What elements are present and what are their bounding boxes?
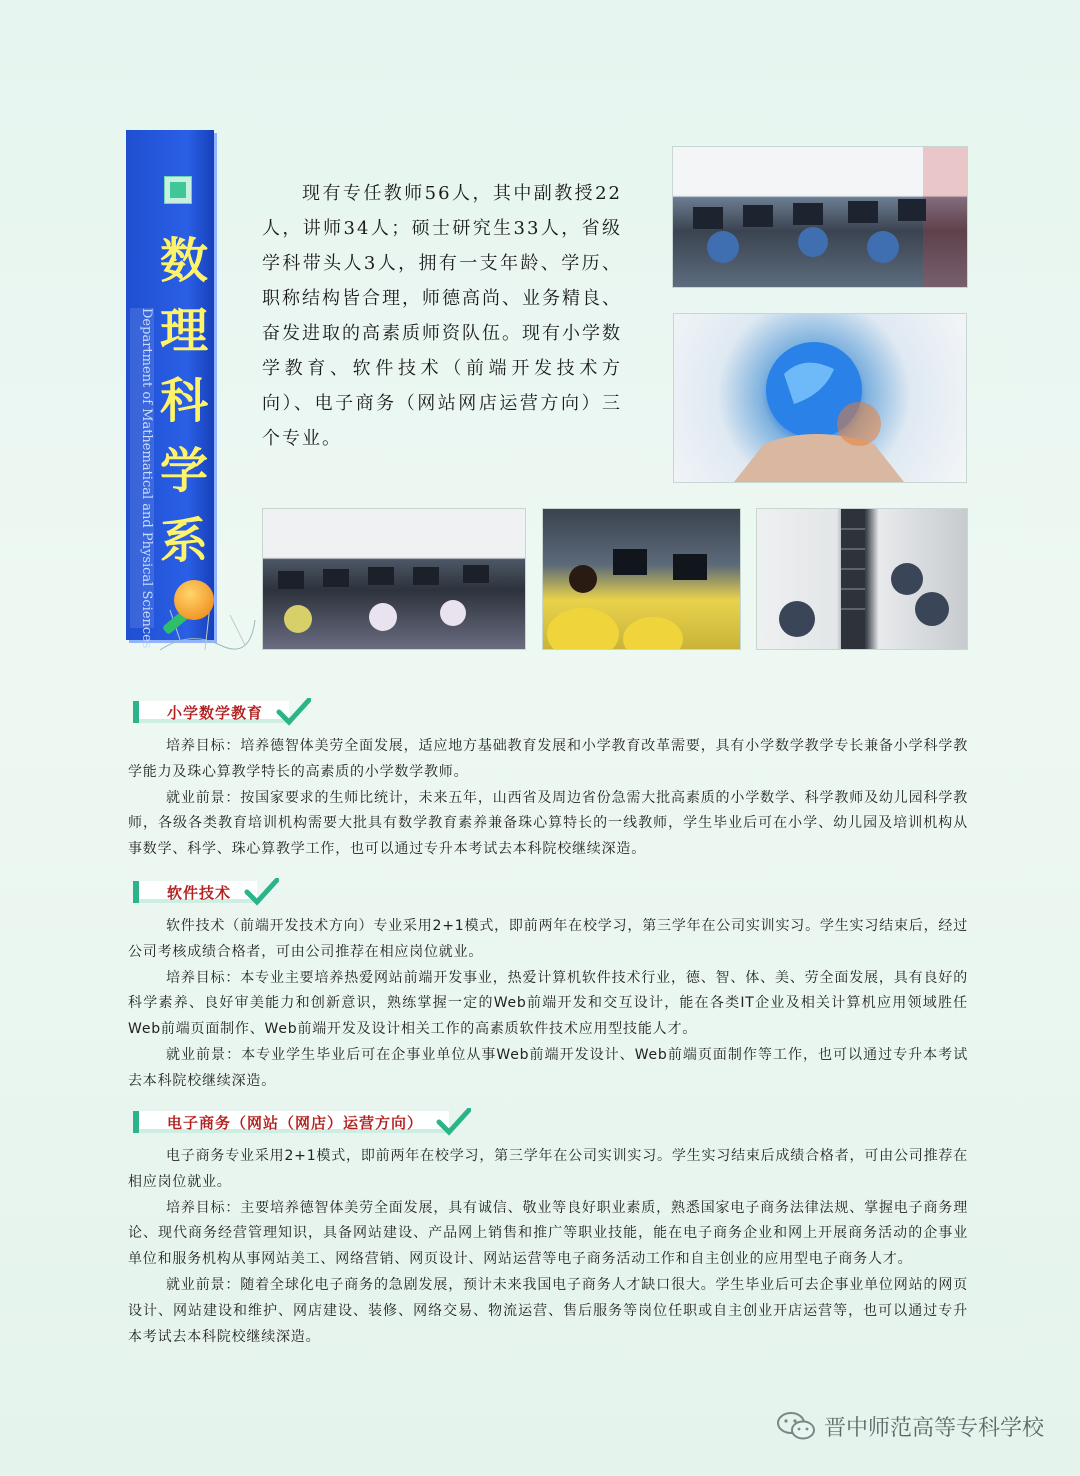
paragraph: 就业前景：按国家要求的生师比统计，未来五年，山西省及周边省份急需大批高素质的小学数学、科学教师及幼儿园科学教师，各级各类教育培训机构需要大批具有数学教育素养兼备珠心算特长的一线教师，学生毕业后可在小学、幼儿园及培训机构从事数学、科学、珠心算教学工作，也可以通过专升本考试去本科院校继续深造。 [128, 789, 968, 858]
wechat-icon [776, 1410, 816, 1442]
banner-title-char: 系 [159, 513, 208, 569]
photo-globe-hand [673, 313, 967, 483]
paragraph: 就业前景：本专业学生毕业后可在企事业单位从事Web前端开发设计、Web前端页面制作等工作，也可以通过专升本考试去本科院校继续深造。 [128, 1046, 968, 1089]
section-heading-label: 小学数学教育 [133, 701, 289, 723]
checkmark-icon [243, 878, 279, 906]
paragraph: 就业前景：随着全球化电子商务的急剧发展，预计未来我国电子商务人才缺口很大。学生毕业后可去企事业单位网站的网页设计、网站建设和维护、网店建设、装修、网络交易、物流运营、售后服务等岗位任职或自主创业开店运营等，也可以通过专升本考试去本科院校继续深造。 [128, 1276, 968, 1345]
photo-server-rack [756, 508, 968, 650]
photo-students-computers [542, 508, 741, 650]
banner-title-char: 理 [159, 303, 208, 359]
paragraph: 培养目标：本专业主要培养热爱网站前端开发事业，热爱计算机软件技术行业，德、智、体、美、劳全面发展，具有良好的科学素养、良好审美能力和创新意识，熟练掌握一定的Web前端开发和交互设计，能在各类IT企业及相关计算机应用领域胜任Web前端页面制作、Web前端开发及设计相关工作的高素质软件技术应用型技能人才。 [128, 969, 968, 1038]
source-watermark [776, 1410, 1044, 1442]
section-heading-math [133, 698, 311, 726]
banner-square-icon [164, 176, 192, 204]
section-body-ecommerce [128, 1144, 968, 1350]
department-banner [126, 130, 214, 649]
source-name: 晋中师范高等专科学校 [823, 1415, 1044, 1441]
banner-title-char: 数 [159, 233, 208, 289]
paragraph: 培养目标：培养德智体美劳全面发展，适应地方基础教育发展和小学教育改革需要，具有小学数学教学专长兼备小学科学教学能力及珠心算教学特长的高素质的小学数学教师。 [128, 738, 968, 780]
section-heading-label: 电子商务（网站（网店）运营方向） [133, 1111, 449, 1133]
banner-title [154, 226, 214, 576]
paragraph: 培养目标：主要培养德智体美劳全面发展，具有诚信、敬业等良好职业素质，熟悉国家电子商务法律法规、掌握电子商务理论、现代商务经营管理知识，具备网站建设、产品网上销售和推广等职业技能，能在电子商务企业和网上开展商务活动的企事业单位和服务机构从事网站美工、网络营销、网页设计、网站运营等电子商务活动工作和自主创业的应用型电子商务人才。 [128, 1199, 968, 1268]
section-body-software [128, 914, 968, 1095]
paragraph: 软件技术（前端开发技术方向）专业采用2+1模式，即前两年在校学习，第三学年在公司实训实习。学生实习结束后，经过公司考核成绩合格者，可由公司推荐在相应岗位就业。 [128, 918, 968, 960]
intro-paragraph: 现有专任教师56人，其中副教授22人，讲师34人；硕士研究生33人，省级学科带头人3人，拥有一支年龄、学历、职称结构皆合理，师德高尚、业务精良、奋发进取的高素质师资队伍。现有小学数学教育、软件技术（前端开发技术方向）、电子商务（网站网店运营方向）三个专业。 [262, 183, 622, 449]
photo-computer-lab-1 [672, 146, 968, 288]
section-heading-ecommerce [133, 1108, 471, 1136]
banner-title-char: 学 [159, 443, 208, 499]
photo-computer-lab-2 [262, 508, 526, 650]
banner-english-title: Department of Mathematical and Physical Sciences [130, 308, 154, 628]
section-heading-software [133, 878, 279, 906]
banner-title-char: 科 [159, 373, 208, 429]
checkmark-icon [435, 1108, 471, 1136]
lightbulb-icon [174, 580, 214, 620]
checkmark-icon [275, 698, 311, 726]
section-heading-label: 软件技术 [133, 881, 257, 903]
paragraph: 电子商务专业采用2+1模式，即前两年在校学习，第三学年在公司实训实习。学生实习结束后成绩合格者，可由公司推荐在相应岗位就业。 [128, 1148, 968, 1190]
section-body-math [128, 734, 968, 863]
